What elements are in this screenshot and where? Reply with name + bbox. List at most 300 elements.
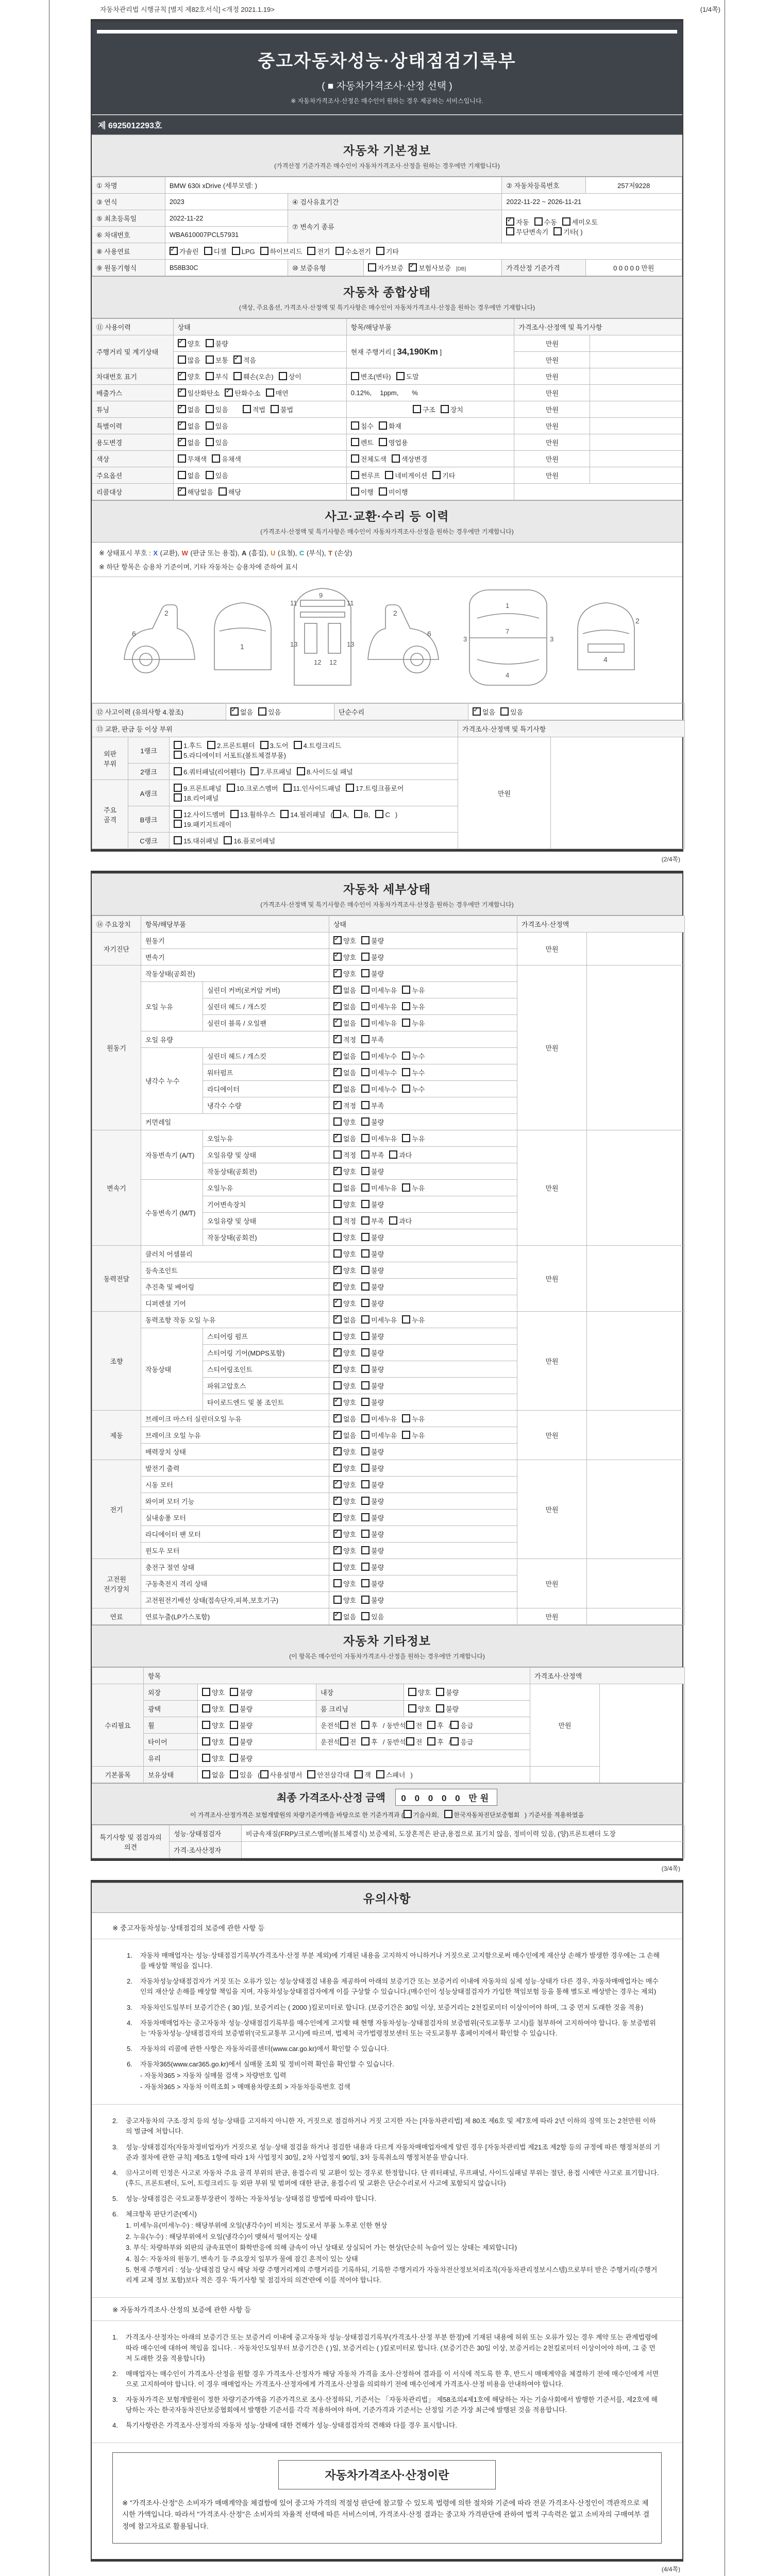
checkbox-box[interactable] (402, 1315, 410, 1324)
checkbox-양호[interactable] (333, 1597, 356, 1604)
checkbox-19패키지트레이[interactable] (174, 821, 231, 828)
checkbox-box[interactable] (333, 1513, 342, 1521)
checkbox-있음[interactable] (206, 406, 228, 414)
checkbox-box[interactable] (436, 1688, 444, 1696)
checkbox-box[interactable] (174, 767, 182, 775)
checkbox-box[interactable] (333, 953, 342, 961)
checkbox-한국자동차진단보증협회[interactable] (444, 1811, 520, 1819)
checkbox-box[interactable] (219, 487, 227, 496)
checkbox-box[interactable] (333, 1596, 342, 1604)
checkbox-box[interactable] (408, 1688, 416, 1696)
checkbox-box[interactable] (361, 1332, 369, 1340)
checkbox-11인사이드패널[interactable] (283, 785, 341, 792)
checkbox-box[interactable] (333, 1480, 342, 1488)
checkbox-box[interactable] (333, 1381, 342, 1389)
checkbox-box[interactable] (178, 471, 186, 479)
checkbox-box[interactable] (202, 1754, 210, 1762)
checkbox-양호[interactable] (333, 1168, 356, 1176)
checkbox-box[interactable] (225, 388, 233, 397)
checkbox-이행[interactable] (351, 488, 374, 496)
checkbox-box[interactable] (385, 471, 393, 479)
checkbox-보험사보증[interactable] (409, 264, 451, 272)
checkbox-불량[interactable] (361, 1382, 384, 1390)
checkbox-응급[interactable] (450, 1722, 473, 1730)
checkbox-양호[interactable] (202, 1755, 225, 1762)
checkbox-box[interactable] (260, 247, 268, 255)
checkbox-box[interactable] (361, 1167, 369, 1175)
checkbox-box[interactable] (333, 1117, 342, 1126)
checkbox-box[interactable] (361, 1414, 369, 1422)
checkbox-LPG[interactable] (232, 248, 255, 256)
checkbox-box[interactable] (178, 388, 186, 397)
checkbox-box[interactable] (361, 1101, 369, 1109)
checkbox-하이브리드[interactable] (260, 248, 303, 256)
checkbox-불량[interactable] (230, 1722, 253, 1730)
checkbox-box[interactable] (178, 454, 186, 463)
checkbox-box[interactable] (351, 438, 359, 446)
checkbox-box[interactable] (333, 1315, 342, 1324)
checkbox-잭[interactable] (355, 1771, 371, 1779)
checkbox-box[interactable] (351, 421, 359, 430)
checkbox-누수[interactable] (402, 1053, 425, 1060)
checkbox-양호[interactable] (333, 1514, 356, 1522)
checkbox-영업용[interactable] (379, 439, 408, 447)
checkbox-box[interactable] (333, 1348, 342, 1357)
checkbox-보통[interactable] (206, 357, 228, 364)
checkbox-불량[interactable] (436, 1705, 459, 1713)
checkbox-불량[interactable] (361, 1547, 384, 1555)
checkbox-box[interactable] (202, 1737, 210, 1745)
checkbox-box[interactable] (340, 1737, 348, 1745)
checkbox-누수[interactable] (402, 1069, 425, 1077)
checkbox-box[interactable] (534, 217, 543, 226)
checkbox-13휠하우스[interactable] (230, 811, 275, 819)
checkbox-box[interactable] (202, 1688, 210, 1696)
checkbox-box[interactable] (260, 1770, 268, 1778)
checkbox-box[interactable] (202, 1770, 210, 1778)
checkbox-유채색[interactable] (212, 455, 241, 463)
checkbox-전[interactable] (406, 1738, 423, 1746)
checkbox-box[interactable] (230, 1754, 238, 1762)
checkbox-box[interactable] (361, 1513, 369, 1521)
checkbox-box[interactable] (361, 1117, 369, 1126)
checkbox-box[interactable] (402, 1084, 410, 1093)
checkbox-양호[interactable] (333, 1201, 356, 1209)
checkbox-수소전기[interactable] (335, 248, 371, 256)
checkbox-box[interactable] (351, 471, 359, 479)
checkbox-box[interactable] (361, 1233, 369, 1241)
checkbox-box[interactable] (506, 227, 514, 235)
checkbox-box[interactable] (450, 1721, 459, 1729)
checkbox-box[interactable] (307, 247, 315, 255)
checkbox-침수[interactable] (351, 422, 374, 430)
checkbox-box[interactable] (333, 1266, 342, 1274)
checkbox-box[interactable] (361, 1019, 369, 1027)
checkbox-box[interactable] (271, 405, 279, 413)
checkbox-box[interactable] (361, 1315, 369, 1324)
checkbox-box[interactable] (389, 1216, 397, 1225)
checkbox-있음[interactable] (258, 708, 281, 716)
checkbox-불량[interactable] (206, 340, 228, 348)
checkbox-box[interactable] (333, 1332, 342, 1340)
checkbox-box[interactable] (230, 1770, 238, 1778)
checkbox-7루프패널[interactable] (250, 768, 292, 776)
checkbox-양호[interactable] (333, 1547, 356, 1555)
checkbox-양호[interactable] (178, 340, 200, 348)
checkbox-box[interactable] (361, 953, 369, 961)
checkbox-box[interactable] (379, 487, 387, 496)
checkbox-탄화수소[interactable] (225, 389, 260, 397)
checkbox-양호[interactable] (333, 1481, 356, 1489)
checkbox-미이행[interactable] (379, 488, 408, 496)
checkbox-box[interactable] (333, 1365, 342, 1373)
checkbox-box[interactable] (500, 707, 509, 716)
checkbox-box[interactable] (361, 1431, 369, 1439)
checkbox-box[interactable] (178, 421, 186, 430)
checkbox-box[interactable] (376, 247, 384, 255)
checkbox-box[interactable] (351, 454, 359, 463)
checkbox-box[interactable] (243, 405, 251, 413)
checkbox-양호[interactable] (333, 1448, 356, 1456)
checkbox-양호[interactable] (408, 1689, 431, 1697)
checkbox-적정[interactable] (333, 1102, 356, 1110)
checkbox-box[interactable] (389, 1150, 397, 1159)
checkbox-box[interactable] (333, 1233, 342, 1241)
checkbox-양호[interactable] (333, 1234, 356, 1242)
checkbox-전[interactable] (340, 1738, 357, 1746)
checkbox-기술사회[interactable] (404, 1811, 439, 1819)
checkbox-기타[interactable] (376, 248, 399, 256)
checkbox-누유[interactable] (402, 1135, 425, 1143)
checkbox-box[interactable] (361, 1497, 369, 1505)
checkbox-box[interactable] (402, 1183, 410, 1192)
checkbox-부식[interactable] (206, 373, 228, 381)
checkbox-box[interactable] (408, 1704, 416, 1713)
checkbox-구조[interactable] (413, 406, 435, 414)
checkbox-누유[interactable] (402, 1432, 425, 1439)
checkbox-있음[interactable] (230, 1771, 253, 1779)
checkbox-box[interactable] (375, 810, 383, 818)
checkbox-누유[interactable] (402, 987, 425, 994)
checkbox-수동[interactable] (534, 218, 557, 226)
checkbox-box[interactable] (333, 1398, 342, 1406)
checkbox-양호[interactable] (333, 1283, 356, 1291)
checkbox-box[interactable] (206, 339, 214, 347)
checkbox-box[interactable] (361, 1052, 369, 1060)
checkbox-box[interactable] (351, 372, 359, 380)
checkbox-box[interactable] (361, 1084, 369, 1093)
checkbox-box[interactable] (178, 372, 186, 380)
checkbox-불량[interactable] (361, 1481, 384, 1489)
checkbox-box[interactable] (361, 1563, 369, 1571)
checkbox-box[interactable] (361, 1721, 369, 1729)
checkbox-box[interactable] (379, 421, 387, 430)
checkbox-box[interactable] (294, 741, 302, 749)
checkbox-없음[interactable] (333, 1053, 356, 1060)
checkbox-box[interactable] (174, 836, 182, 844)
checkbox-적정[interactable] (333, 1217, 356, 1225)
checkbox-box[interactable] (333, 1414, 342, 1422)
checkbox-box[interactable] (333, 1150, 342, 1159)
checkbox-불량[interactable] (361, 1399, 384, 1406)
checkbox-양호[interactable] (202, 1738, 225, 1746)
checkbox-양호[interactable] (333, 1382, 356, 1390)
checkbox-16플로어패널[interactable] (224, 837, 275, 845)
checkbox-양호[interactable] (333, 1531, 356, 1538)
checkbox-box[interactable] (333, 1183, 342, 1192)
checkbox-불량[interactable] (361, 1366, 384, 1374)
checkbox-box[interactable] (333, 1052, 342, 1060)
checkbox-17트렁크플로어[interactable] (346, 785, 404, 792)
checkbox-양호[interactable] (333, 1580, 356, 1588)
checkbox-box[interactable] (178, 438, 186, 446)
checkbox-누유[interactable] (402, 1020, 425, 1027)
checkbox-없음[interactable] (333, 1415, 356, 1423)
checkbox-적법[interactable] (243, 406, 265, 414)
checkbox-box[interactable] (361, 1381, 369, 1389)
checkbox-4트렁크리드[interactable] (294, 742, 342, 750)
checkbox-18리어패널[interactable] (174, 794, 219, 802)
checkbox-14필러패널[interactable] (280, 811, 325, 819)
checkbox-5라디에이터서포트볼트체결부품[interactable] (174, 752, 286, 759)
checkbox-전[interactable] (406, 1722, 423, 1730)
checkbox-없음[interactable] (333, 1316, 356, 1324)
checkbox-box[interactable] (333, 1563, 342, 1571)
checkbox-box[interactable] (450, 1737, 459, 1745)
checkbox-box[interactable] (376, 1770, 384, 1778)
checkbox-box[interactable] (361, 969, 369, 977)
checkbox-box[interactable] (402, 1052, 410, 1060)
checkbox-후[interactable] (427, 1722, 444, 1730)
checkbox-box[interactable] (361, 936, 369, 944)
checkbox-box[interactable] (402, 1431, 410, 1439)
checkbox-양호[interactable] (333, 1399, 356, 1406)
checkbox-box[interactable] (174, 784, 182, 792)
checkbox-box[interactable] (361, 1002, 369, 1010)
checkbox-box[interactable] (361, 1150, 369, 1159)
checkbox-양호[interactable] (408, 1705, 431, 1713)
checkbox-미세누유[interactable] (361, 1003, 397, 1011)
checkbox-미세누유[interactable] (361, 1432, 397, 1439)
checkbox-양호[interactable] (333, 1366, 356, 1374)
checkbox-box[interactable] (368, 263, 376, 272)
checkbox-box[interactable] (361, 1216, 369, 1225)
checkbox-box[interactable] (230, 1737, 238, 1745)
checkbox-불량[interactable] (361, 1531, 384, 1538)
checkbox-box[interactable] (230, 1721, 238, 1729)
checkbox-box[interactable] (230, 810, 239, 818)
checkbox-불량[interactable] (361, 1564, 384, 1571)
checkbox-화재[interactable] (379, 422, 401, 430)
checkbox-box[interactable] (174, 793, 182, 802)
checkbox-양호[interactable] (333, 1333, 356, 1341)
checkbox-상이[interactable] (279, 373, 301, 381)
checkbox-box[interactable] (206, 405, 214, 413)
checkbox-해당없음[interactable] (178, 488, 213, 496)
checkbox-후[interactable] (427, 1738, 444, 1746)
checkbox-box[interactable] (409, 263, 417, 272)
checkbox-A[interactable] (330, 811, 349, 819)
checkbox-box[interactable] (361, 1266, 369, 1274)
checkbox-box[interactable] (361, 1612, 369, 1620)
checkbox-box[interactable] (333, 986, 342, 994)
checkbox-도말[interactable] (396, 373, 419, 381)
checkbox-9프론트패널[interactable] (174, 785, 222, 792)
checkbox-없음[interactable] (178, 406, 200, 414)
checkbox-불량[interactable] (361, 1283, 384, 1291)
checkbox-box[interactable] (361, 1348, 369, 1357)
checkbox-box[interactable] (427, 1737, 435, 1745)
checkbox-훼손오손[interactable] (233, 373, 274, 381)
checkbox-box[interactable] (406, 1721, 414, 1729)
checkbox-불량[interactable] (230, 1689, 253, 1697)
checkbox-양호[interactable] (333, 1498, 356, 1505)
checkbox-불량[interactable] (361, 1267, 384, 1275)
checkbox-양호[interactable] (333, 1267, 356, 1275)
checkbox-box[interactable] (174, 751, 182, 759)
checkbox-box[interactable] (361, 1530, 369, 1538)
checkbox-box[interactable] (233, 372, 242, 380)
checkbox-세미오토[interactable] (562, 218, 598, 226)
checkbox-없음[interactable] (333, 1613, 356, 1621)
checkbox-응급[interactable] (450, 1738, 473, 1746)
checkbox-양호[interactable] (333, 1465, 356, 1472)
checkbox-후[interactable] (361, 1722, 378, 1730)
checkbox-box[interactable] (335, 247, 344, 255)
checkbox-box[interactable] (402, 1134, 410, 1142)
checkbox-불량[interactable] (361, 1498, 384, 1505)
checkbox-전체도색[interactable] (351, 455, 386, 463)
checkbox-불량[interactable] (361, 954, 384, 961)
checkbox-양호[interactable] (333, 970, 356, 978)
checkbox-box[interactable] (427, 1721, 435, 1729)
checkbox-불량[interactable] (361, 1118, 384, 1126)
checkbox-box[interactable] (402, 1414, 410, 1422)
checkbox-box[interactable] (202, 1721, 210, 1729)
checkbox-자동[interactable] (506, 218, 529, 226)
checkbox-6쿼터패널리어휀다[interactable] (174, 768, 245, 776)
checkbox-box[interactable] (333, 1612, 342, 1620)
checkbox-box[interactable] (562, 217, 570, 226)
checkbox-box[interactable] (206, 372, 214, 380)
checkbox-디젤[interactable] (204, 248, 227, 256)
checkbox-없음[interactable] (178, 472, 200, 480)
checkbox-미세누유[interactable] (361, 1316, 397, 1324)
checkbox-box[interactable] (553, 227, 562, 235)
checkbox-없음[interactable] (333, 1135, 356, 1143)
checkbox-box[interactable] (361, 1447, 369, 1455)
checkbox-없음[interactable] (333, 1184, 356, 1192)
checkbox-box[interactable] (333, 1530, 342, 1538)
checkbox-양호[interactable] (178, 373, 200, 381)
checkbox-box[interactable] (346, 784, 354, 792)
checkbox-자가보증[interactable] (368, 264, 404, 272)
checkbox-양호[interactable] (333, 1564, 356, 1571)
checkbox-있음[interactable] (361, 1613, 384, 1621)
checkbox-8사이드실패널[interactable] (297, 768, 353, 776)
checkbox-box[interactable] (174, 810, 182, 818)
checkbox-box[interactable] (333, 1299, 342, 1307)
checkbox-있음[interactable] (206, 472, 228, 480)
checkbox-없음[interactable] (178, 439, 200, 447)
checkbox-box[interactable] (333, 1084, 342, 1093)
checkbox-box[interactable] (340, 1721, 348, 1729)
checkbox-부족[interactable] (361, 1151, 384, 1159)
checkbox-box[interactable] (361, 1365, 369, 1373)
checkbox-box[interactable] (361, 1200, 369, 1208)
checkbox-box[interactable] (333, 1101, 342, 1109)
checkbox-box[interactable] (333, 1249, 342, 1258)
checkbox-적정[interactable] (333, 1151, 356, 1159)
checkbox-box[interactable] (361, 1596, 369, 1604)
checkbox-불량[interactable] (361, 970, 384, 978)
checkbox-매연[interactable] (266, 389, 289, 397)
checkbox-미세누수[interactable] (361, 1086, 397, 1093)
checkbox-box[interactable] (396, 372, 405, 380)
checkbox-전[interactable] (340, 1722, 357, 1730)
checkbox-box[interactable] (212, 454, 220, 463)
checkbox-box[interactable] (250, 767, 259, 775)
checkbox-box[interactable] (436, 1704, 444, 1713)
checkbox-box[interactable] (333, 1167, 342, 1175)
checkbox-box[interactable] (473, 707, 481, 716)
checkbox-없음[interactable] (202, 1771, 225, 1779)
checkbox-box[interactable] (432, 471, 441, 479)
checkbox-스패너[interactable] (376, 1771, 406, 1779)
checkbox-box[interactable] (330, 810, 341, 819)
checkbox-불법[interactable] (271, 406, 293, 414)
checkbox-미세누수[interactable] (361, 1053, 397, 1060)
checkbox-box[interactable] (413, 405, 421, 413)
checkbox-box[interactable] (333, 1035, 342, 1043)
checkbox-불량[interactable] (361, 1168, 384, 1176)
checkbox-box[interactable] (351, 487, 359, 496)
checkbox-box[interactable] (230, 1704, 238, 1713)
checkbox-적음[interactable] (233, 357, 256, 364)
checkbox-box[interactable] (361, 1579, 369, 1587)
checkbox-box[interactable] (230, 707, 239, 716)
checkbox-box[interactable] (178, 339, 186, 347)
checkbox-box[interactable] (333, 1200, 342, 1208)
checkbox-box[interactable] (333, 969, 342, 977)
checkbox-불량[interactable] (361, 1465, 384, 1472)
checkbox-있음[interactable] (500, 708, 523, 716)
checkbox-box[interactable] (204, 247, 212, 255)
checkbox-불량[interactable] (361, 1580, 384, 1588)
checkbox-box[interactable] (333, 1431, 342, 1439)
checkbox-무단변속기[interactable] (506, 228, 548, 236)
checkbox-box[interactable] (361, 1035, 369, 1043)
checkbox-box[interactable] (297, 767, 305, 775)
checkbox-불량[interactable] (361, 1597, 384, 1604)
checkbox-전기[interactable] (307, 248, 330, 256)
checkbox-없음[interactable] (333, 1069, 356, 1077)
checkbox-box[interactable] (506, 217, 514, 226)
checkbox-누유[interactable] (402, 1415, 425, 1423)
checkbox-box[interactable] (178, 487, 186, 496)
checkbox-box[interactable] (206, 438, 214, 446)
checkbox-box[interactable] (206, 471, 214, 479)
checkbox-부족[interactable] (361, 1102, 384, 1110)
checkbox-box[interactable] (206, 355, 214, 364)
checkbox-미세누유[interactable] (361, 1135, 397, 1143)
checkbox-box[interactable] (280, 810, 289, 818)
checkbox-box[interactable] (233, 355, 242, 364)
checkbox-box[interactable] (232, 247, 240, 255)
checkbox-box[interactable] (361, 1480, 369, 1488)
checkbox-해당[interactable] (219, 488, 241, 496)
checkbox-무채색[interactable] (178, 455, 207, 463)
